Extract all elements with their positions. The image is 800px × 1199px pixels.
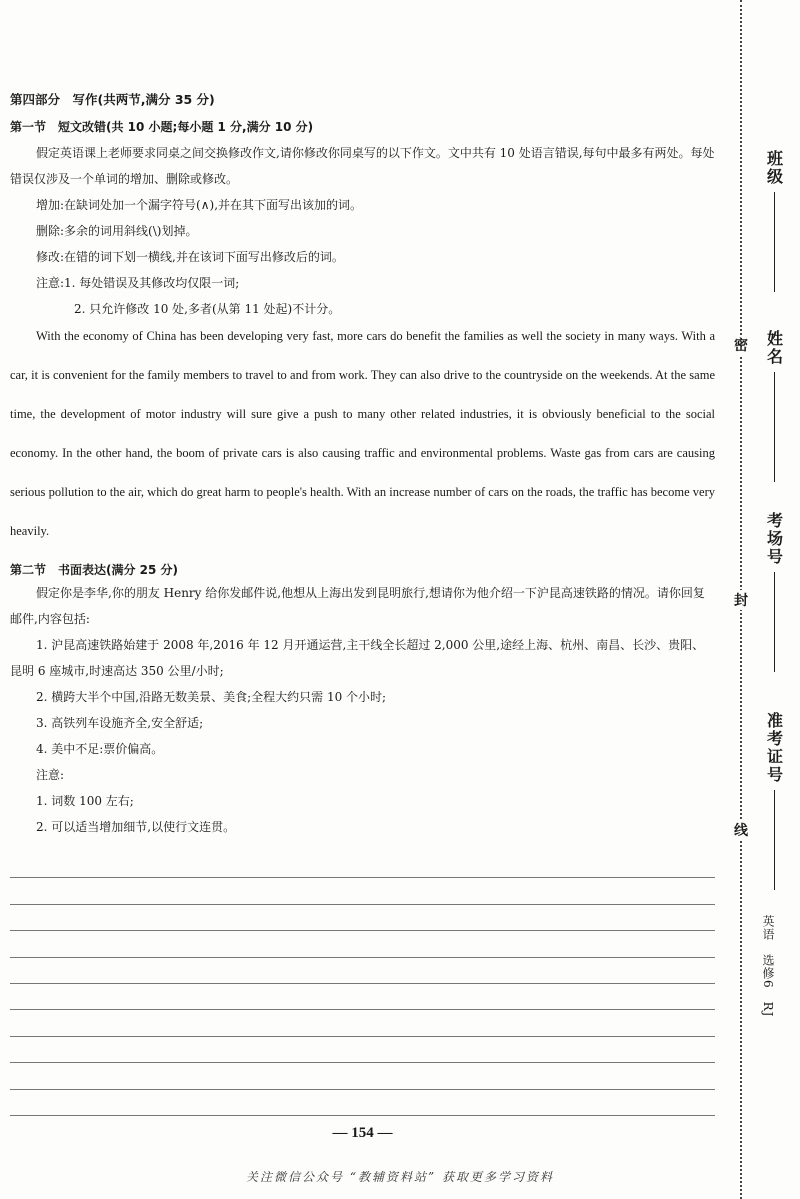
delete-rule: 删除:多余的词用斜线(\)划掉。 [36,224,198,238]
writing-prompt: 假定你是李华,你的朋友 Henry 给你发邮件说,他想从上海出发到昆明旅行,想请你为他介绍一下沪昆高速铁路的情况。请你回复邮件,内容包括: [10,586,705,626]
section1-title: 第一节 短文改错(共 10 小题;每小题 1 分,满分 10 分) [10,120,314,134]
exam-id-blank[interactable] [774,790,775,890]
writing-note-1: 1. 词数 100 左右; [36,794,134,808]
answer-line[interactable] [10,984,715,1010]
answer-line[interactable] [10,958,715,984]
answer-line[interactable] [10,1037,715,1063]
note-1: 注意:1. 每处错误及其修改均仅限一词; [36,276,240,290]
section2-title: 第二节 书面表达(满分 25 分) [10,563,179,577]
class-field[interactable] [762,150,786,292]
modify-rule: 修改:在错的词下划一横线,并在该词下面写出修改后的词。 [36,250,344,264]
section1-instruction: 假定英语课上老师要求同桌之间交换修改作文,请你修改你同桌写的以下作文。文中共有 10 处语言错误,每句中最多有两处。每处错误仅涉及一个单词的增加、删除或修改。 [10,146,715,186]
name-label: 姓名 [764,330,784,366]
answer-line[interactable] [10,878,715,904]
prompt-item-4: 4. 美中不足:票价偏高。 [36,742,164,756]
room-blank[interactable] [774,572,775,672]
room-label: 考场号 [764,512,784,566]
note-label: 注意: [36,768,65,782]
answer-line[interactable] [10,905,715,931]
class-blank[interactable] [774,192,775,292]
seal-char-xian: 线 [733,820,749,840]
seal-char-mi: 密 [733,335,749,355]
part-title: 第四部分 写作(共两节,满分 35 分) [10,92,215,107]
subject-label: 英语 选修6 RJ [761,915,775,1018]
exam-id-field[interactable] [762,712,786,890]
page-number: — 154 — [332,1125,393,1141]
prompt-item-2: 2. 横跨大半个中国,沿路无数美景、美食;全程大约只需 10 个小时; [36,690,387,704]
seal-char-feng: 封 [733,590,749,610]
error-correction-passage: With the economy of China has been developing very fast, more cars do benefit the families as well the society in many ways. With a car, it is convenient for the family members to travel to and from work. They can also drive to the countryside on the weekends. At the same time, the development of motor industry will sure give a push to many other related industries, it is obviously beneficial to the social economy. In the other hand, the boom of private cars is also causing traffic and environmental problems. Waste gas from cars are causing serious pollution to the air, which do great harm to people's health. With an increase number of cars on the roads, the traffic has become very heavily. [10,329,715,538]
prompt-item-3: 3. 高铁列车设施齐全,安全舒适; [36,716,204,730]
answer-line[interactable] [10,1063,715,1089]
room-field[interactable] [762,512,786,672]
add-rule: 增加:在缺词处加一个漏字符号(∧),并在其下面写出该加的词。 [36,198,363,212]
answer-line[interactable] [10,1090,715,1116]
answer-area[interactable] [10,852,715,1116]
footer-notice: 关注微信公众号 “教辅资料站” 获取更多学习资料 [246,1170,554,1184]
answer-line[interactable] [10,852,715,878]
note-2: 2. 只允许修改 10 处,多者(从第 11 处起)不计分。 [74,302,341,316]
exam-id-label: 准考证号 [764,712,784,784]
answer-line[interactable] [10,931,715,957]
name-field[interactable] [762,330,786,482]
answer-line[interactable] [10,1010,715,1036]
writing-note-2: 2. 可以适当增加细节,以使行文连贯。 [36,820,236,834]
prompt-item-1: 1. 沪昆高速铁路始建于 2008 年,2016 年 12 月开通运营,主干线全长超过 2,000 公里,途经上海、杭州、南昌、长沙、贵阳、昆明 6 座城市,时速高达 350 公里/小时; [10,638,705,678]
class-label: 班级 [764,150,784,186]
name-blank[interactable] [774,372,775,482]
